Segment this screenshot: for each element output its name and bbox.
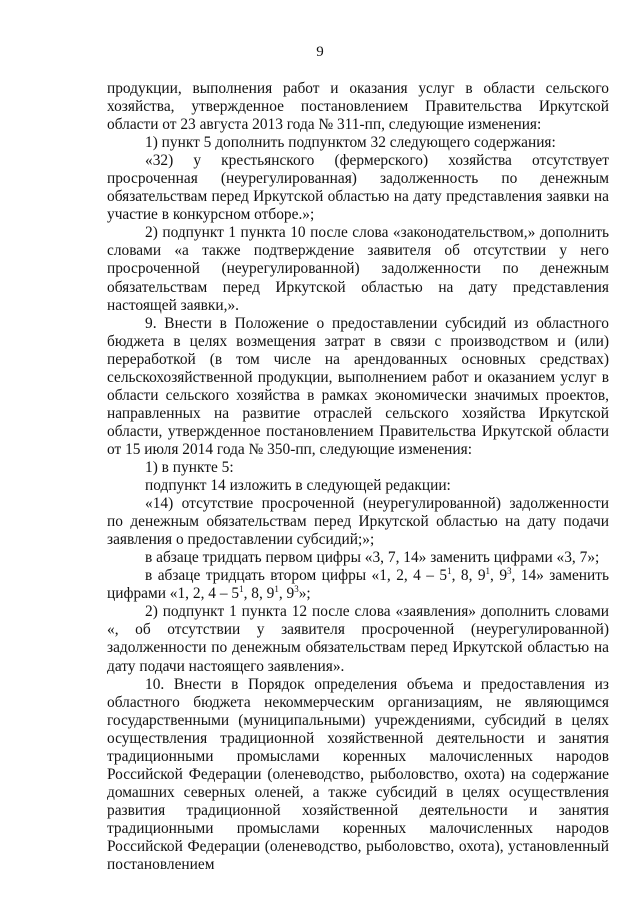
superscript: 1 [239,584,244,595]
paragraph-3: «32) у крестьянского (фермерского) хозяйства отсутствует просроченная (неурегулированная) задолженность по денежным обязательствам перед Иркутской областью на дату представления заявки на участие в конкурсном отборе.»; [107,152,609,224]
p10-mid2: , 9 [490,567,508,585]
paragraph-1: продукции, выполнения работ и оказания услуг в области сельского хозяйства, утвержденное постановлением Правительства Иркутской области от 23 августа 2013 года № 311-пп, следующие изменения: [107,80,609,134]
paragraph-11: 2) подпункт 1 пункта 12 после слова «заявления» дополнить словами «, об отсутствии у заявителя просроченной (неурегулированной) задолженности по денежным обязательствам перед Иркутской областью на дату подачи настоящего заявления». [107,603,609,675]
paragraph-12: 10. Внести в Порядок определения объема и предоставления из областного бюджета некоммерческим организациям, не являющимся государственными (муниципальными) учреждениями, субсидий в целях осуществления традиционной хозяйственной деятельности и занятия традиционными промыслами коренных малочисленных народов Российской Федерации (оленеводство, рыболовство, охота) на содержание домашних северных оленей, а также субсидий в целях осуществления развития традиционной хозяйственной деятельности и занятия традиционными промыслами коренных малочисленных народов Российской Федерации (оленеводство, рыболовство, охота), установленный постановлением [107,675,609,874]
p10-mid1: , 8, 9 [451,567,486,585]
superscript: 1 [274,584,279,595]
paragraph-2: 1) пункт 5 дополнить подпунктом 32 следующего содержания: [145,134,556,152]
superscript: 1 [447,566,452,577]
paragraph-9: в абзаце тридцать первом цифры «3, 7, 14» заменить цифрами «3, 7»; [145,549,600,567]
superscript: 1 [485,566,491,577]
p10-lead: в абзаце тридцать втором цифры «1, 2, 4 – 5 [145,567,448,585]
paragraph-8: «14) отсутствие просроченной (неурегулированной) задолженности по денежным обязательствам перед Иркутской областью на дату подачи заявления о предоставлении субсидий;»; [107,495,609,549]
p10-mid3: , 14» заменить цифрами «1, 2, 4 – 5 [107,567,609,603]
paragraph-4: 2) подпункт 1 пункта 10 после слова «законодательством,» дополнить словами «а также подтверждение заявителя об отсутствии у него просроченной (неурегулированной) задолженности по денежным обязательствам перед Иркутской областью на дату представления настоящей заявки,». [107,224,609,314]
paragraph-5: 9. Внести в Положение о предоставлении субсидий из областного бюджета в целях возмещения затрат в связи с производством и (или) переработкой (в том числе на арендованных основных средствах) сельскохозяйственной продукции, выполнением работ и оказанием услуг в области сельского хозяйства в рамках экономически значимых проектов, направленных на развитие отраслей сельского хозяйства Иркутской области, утвержденное постановлением Правительства Иркутской области от 15 июля 2014 года № 350-пп, следующие изменения: [107,314,609,458]
paragraph-6: 1) в пункте 5: [145,458,234,476]
p10-tail: »; [298,585,311,603]
superscript: 3 [507,566,512,577]
p10-mid5: , 9 [278,585,295,603]
page-number: 9 [316,44,324,60]
paragraph-7: подпункт 14 изложить в следующей редакции: [145,477,451,495]
document-body [107,80,609,874]
superscript: 3 [294,584,299,595]
paragraph-10 [107,567,609,603]
p10-mid4: , 8, 9 [243,585,275,603]
